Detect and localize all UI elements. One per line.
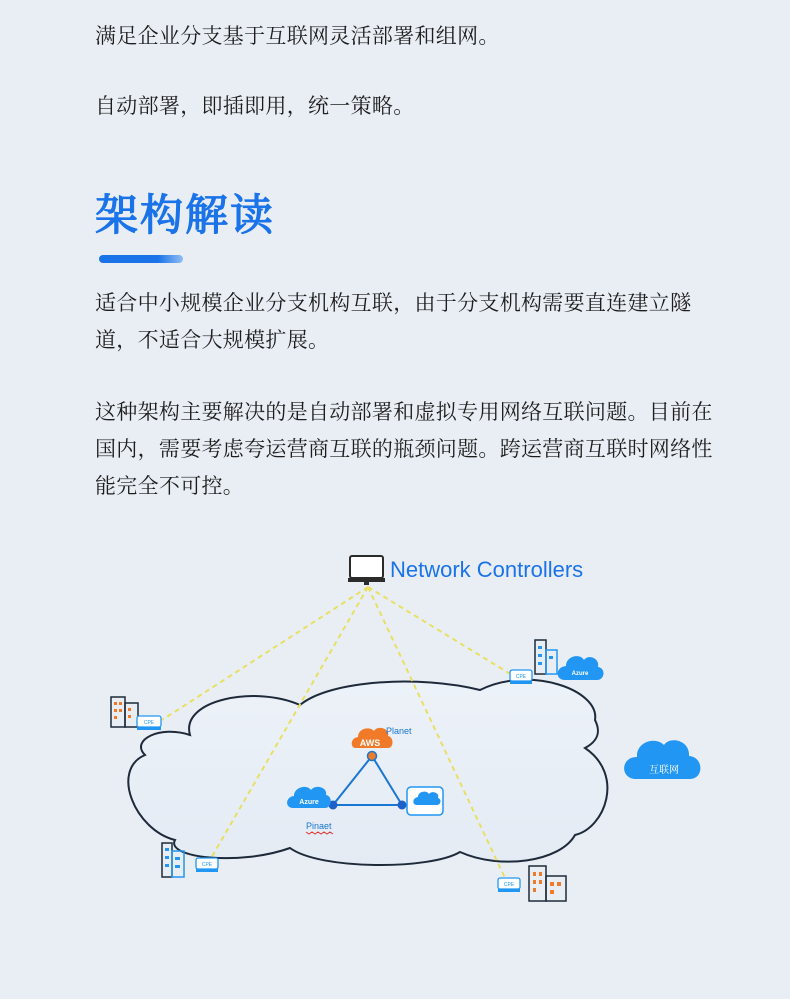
controller-label: Network Controllers [390, 557, 584, 582]
section-heading: 架构解读 [95, 191, 275, 241]
cpe-label-bottom-right: CPE [503, 882, 515, 888]
network-diagram [0, 540, 790, 920]
intro-line-1: 满足企业分支基于互联网灵活部署和组网。 [95, 24, 500, 48]
server-cloud-icon [407, 787, 443, 815]
cpe-label-top-left: CPE [143, 720, 155, 726]
building-icon-bottom-right [529, 866, 566, 901]
triangle-node-right [398, 801, 407, 810]
azure-label: Azure [299, 799, 319, 806]
planet-label: Planet [386, 726, 412, 736]
pinaet-label: Pinaet [306, 821, 332, 831]
azure-label-right: Azure [571, 671, 589, 677]
paragraph-2: 这种架构主要解决的是自动部署和虚拟专用网络互联问题。目前在国内，需要考虑夸运营商互联的瓶颈问题。跨运营商互联时网络性能完全不可控。 [95, 400, 713, 498]
cpe-label-bottom-left: CPE [201, 862, 213, 868]
building-icon-top-left [111, 697, 138, 727]
intro-line-2: 自动部署，即插即用，统一策略。 [95, 94, 415, 118]
monitor-icon [348, 556, 385, 585]
paragraph-1: 适合中小规模企业分支机构互联，由于分支机构需要直连建立隧道，不适合大规模扩展。 [95, 291, 692, 352]
internet-cloud-outline [128, 680, 607, 865]
triangle-node-top [368, 752, 377, 761]
building-icon-top-right [535, 640, 557, 674]
cpe-label-top-right: CPE [515, 674, 527, 680]
internet-label: 互联网 [649, 765, 679, 776]
aws-label: AWS [359, 738, 381, 748]
heading-underline [99, 255, 183, 263]
